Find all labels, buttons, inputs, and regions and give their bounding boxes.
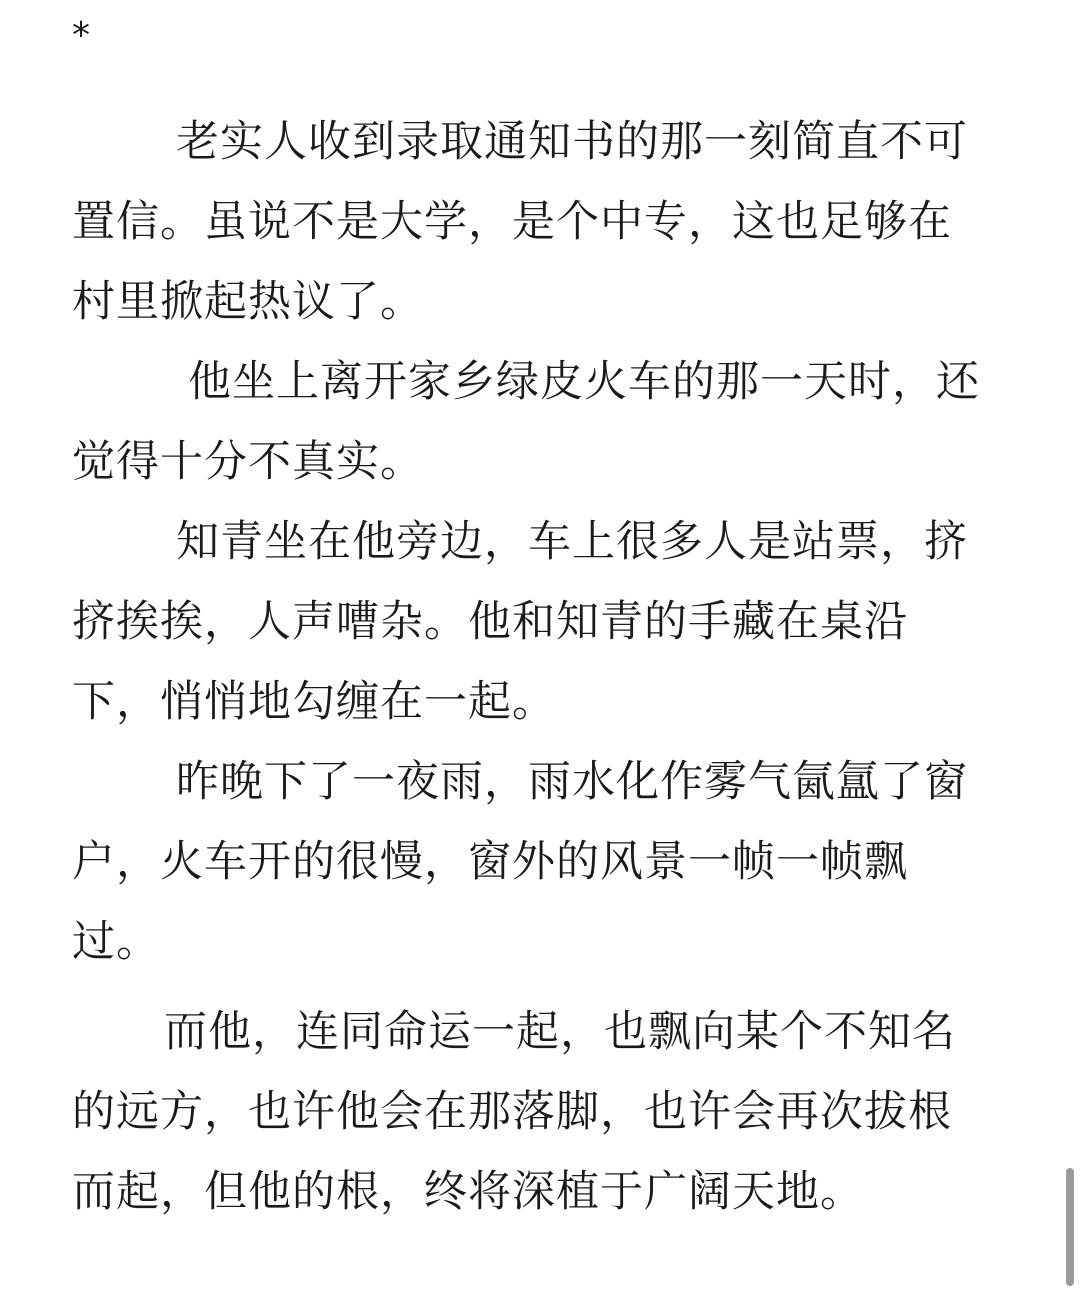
section-separator: * (72, 15, 90, 56)
scrollbar-thumb[interactable] (1066, 1168, 1074, 1286)
paragraph-1: 老实人收到录取通知书的那一刻简直不可置信。虽说不是大学，是个中专，这也足够在村里掀起热议了。 (72, 117, 968, 327)
paragraph-2: 他坐上离开家乡绿皮火车的那一天时，还觉得十分不真实。 (72, 357, 980, 487)
paragraph-3: 知青坐在他旁边，车上很多人是站票，挤挤挨挨，人声嘈杂。他和知青的手藏在桌沿下，悄悄地勾缠在一起。 (72, 517, 968, 727)
paragraph-5: 而他，连同命运一起，也飘向某个不知名的远方，也许他会在那落脚，也许会再次拔根而起，但他的根，终将深植于广阔天地。 (72, 1007, 956, 1217)
paragraph-4: 昨晚下了一夜雨，雨水化作雾气氤氲了窗户，火车开的很慢，窗外的风景一帧一帧飘过。 (72, 757, 968, 967)
reading-page (72, 0, 992, 1232)
